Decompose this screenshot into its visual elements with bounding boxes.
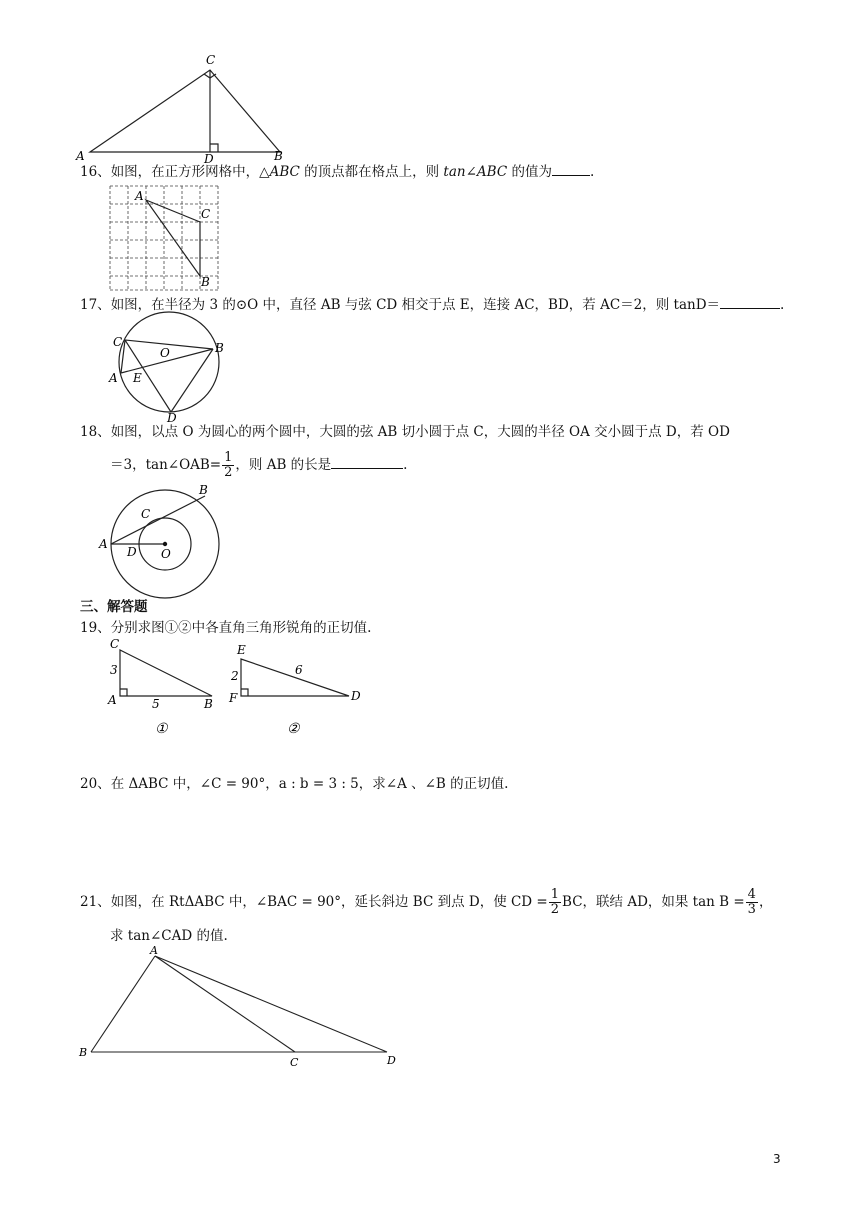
- question-18-line2: ＝3，tan∠OAB= $\frac{1}{2}$ ，则 AB 的长是 .: [110, 450, 408, 480]
- question-19: 19、分别求图①②中各直角三角形锐角的正切值.: [80, 620, 372, 636]
- label-d: D: [167, 411, 177, 425]
- label-c: C: [110, 637, 120, 651]
- label-b: B: [204, 697, 213, 711]
- fraction-2: $\frac{4}{3}$: [747, 887, 756, 917]
- question-20: 20、在 ΔABC 中，∠C = 90°，a : b = 3 : 5，求∠A 、∠B 的正切值.: [80, 776, 509, 792]
- label-e: E: [237, 643, 246, 657]
- label-o: O: [160, 346, 170, 360]
- side-ef: 2: [231, 669, 239, 683]
- answer-blank[interactable]: [720, 294, 780, 309]
- side-ab: 5: [152, 697, 160, 711]
- label-c: C: [201, 207, 211, 221]
- question-number: 20、: [80, 776, 111, 792]
- label-c: C: [141, 507, 151, 521]
- label-a: A: [135, 189, 144, 203]
- question-21: 21、如图，在 RtΔABC 中，∠BAC = 90°，延长斜边 BC 到点 D，使 CD = $\frac{1}{2}$ BC，联结 AD，如果 tan B = $\frac{4}{3}$ ，: [80, 887, 773, 917]
- label-d: D: [351, 689, 361, 703]
- figure-q21-triangle: [75, 942, 410, 1072]
- label-o: O: [161, 547, 171, 561]
- label-d: D: [204, 152, 214, 165]
- figure-q18-circles: [95, 480, 230, 600]
- label-b: B: [201, 275, 210, 289]
- label-f: F: [229, 691, 238, 705]
- figure-q16-grid: [105, 182, 225, 294]
- question-16: 16、如图，在正方形网格中，△ABC 的顶点都在格点上，则 tan∠ABC 的值为 .: [80, 161, 594, 183]
- page-number: 3: [773, 1152, 781, 1166]
- label-b: B: [79, 1046, 88, 1059]
- question-number: 17、: [80, 297, 111, 313]
- label-d: D: [387, 1054, 396, 1067]
- fraction: $\frac{1}{2}$: [224, 450, 233, 480]
- question-18: 18、如图，以点 O 为圆心的两个圆中，大圆的弦 AB 切小圆于点 C，大圆的半径 OA 交小圆于点 D，若 OD: [80, 424, 730, 440]
- label-c: C: [113, 335, 123, 349]
- figure-q19-1: [100, 636, 225, 741]
- side-ca: 3: [110, 663, 118, 677]
- question-number: 18、: [80, 424, 111, 440]
- label-b: B: [274, 149, 283, 163]
- answer-blank[interactable]: [331, 454, 403, 469]
- figure-q17-circle: [105, 310, 230, 425]
- question-number: 16、: [80, 164, 111, 180]
- section-heading: 三、解答题: [80, 599, 148, 615]
- figure-q15-triangle: [70, 50, 300, 165]
- label-a: A: [109, 371, 118, 385]
- question-number: 21、: [80, 894, 111, 910]
- fraction-1: $\frac{1}{2}$: [550, 887, 560, 917]
- side-ed: 6: [295, 663, 303, 677]
- label-a: A: [99, 537, 108, 551]
- caption-2: ②: [287, 721, 300, 737]
- question-number: 19、: [80, 620, 111, 636]
- label-c: C: [206, 53, 216, 67]
- label-a: A: [108, 693, 117, 707]
- label-a: A: [150, 944, 158, 957]
- label-e: E: [133, 371, 142, 385]
- label-c: C: [290, 1056, 299, 1069]
- label-a: A: [76, 149, 85, 163]
- label-b: B: [215, 341, 224, 355]
- answer-blank[interactable]: [552, 161, 590, 176]
- caption-1: ①: [155, 721, 168, 737]
- question-21-line2: 求 tan∠CAD 的值.: [110, 928, 228, 944]
- label-b: B: [199, 483, 208, 497]
- question-17: 17、如图，在半径为 3 的⊙O 中，直径 AB 与弦 CD 相交于点 E，连接 AC，BD，若 AC＝2，则 tanD＝ .: [80, 294, 784, 316]
- label-d: D: [127, 545, 137, 559]
- figure-q19-2: [225, 636, 370, 741]
